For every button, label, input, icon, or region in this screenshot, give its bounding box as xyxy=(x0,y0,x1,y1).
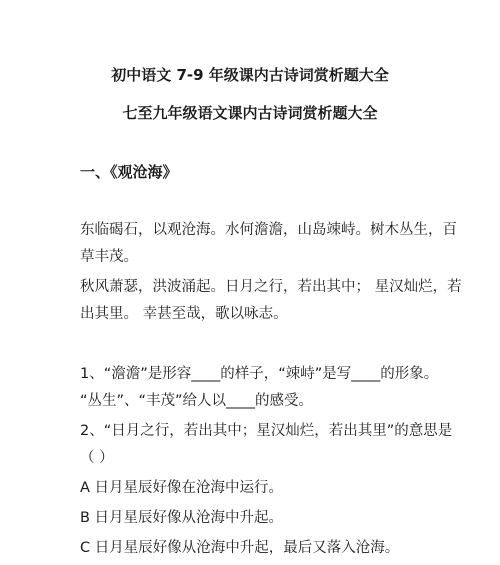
poem-line: 草丰茂。 xyxy=(80,249,138,265)
document-subtitle: 七至九年级语文课内古诗词赏析题大全 xyxy=(122,104,378,122)
answer-option-b: B 日月星辰好像从沧海中升起。 xyxy=(80,510,284,526)
poem-line: 秋风萧瑟，洪波涌起。日月之行，若出其中； 星汉灿烂，若 xyxy=(80,279,462,295)
answer-option-c: C 日月星辰好像从沧海中升起，最后又落入沧海。 xyxy=(80,540,400,556)
question-line: 1、“澹澹”是形容____的样子，“竦峙”是写____的形象。 xyxy=(80,366,439,382)
poem-line: 出其里。 幸甚至哉，歌以咏志。 xyxy=(80,306,288,322)
poem-line: 东临碣石，以观沧海。水何澹澹，山岛竦峙。树木丛生，百 xyxy=(80,222,457,238)
question-line: 2、“日月之行，若出其中；星汉灿烂，若出其里”的意思是 xyxy=(80,423,453,439)
section-heading: 一、《观沧海》 xyxy=(80,163,178,181)
document-title: 初中语文 7-9 年级课内古诗词赏析题大全 xyxy=(111,66,389,84)
answer-option-a: A 日月星辰好像在沧海中运行。 xyxy=(80,480,284,496)
question-line: “丛生”、“丰茂”给人以____的感受。 xyxy=(80,393,314,409)
question-line: （ ） xyxy=(80,450,114,466)
